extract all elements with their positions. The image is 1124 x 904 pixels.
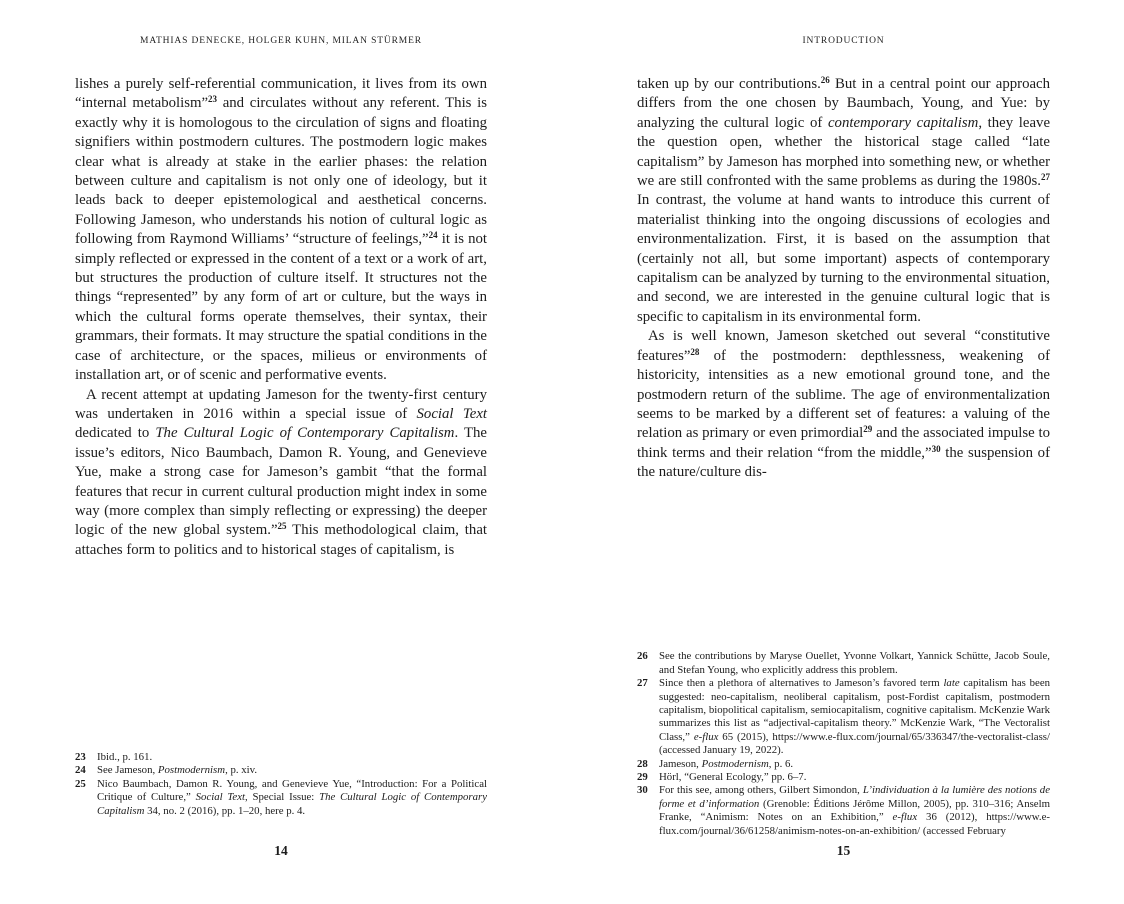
italic-text: The Cultural Logic of Contemporary Capitalism xyxy=(155,425,455,442)
page-right xyxy=(637,0,1050,904)
text-run: This methodological claim, that attaches form to politics and to historical stages of capitalism, is xyxy=(75,522,487,558)
footnote-marker: 27 xyxy=(1041,172,1050,183)
footnote xyxy=(75,751,487,764)
footnote-marker: 23 xyxy=(208,94,218,105)
footnotes-left xyxy=(75,751,487,818)
text-run: 34, no. 2 (2016), pp. 1–20, here p. 4. xyxy=(144,804,306,817)
footnote-number: 29 xyxy=(637,770,648,783)
italic-text: e-flux xyxy=(693,730,719,743)
footnote-number: 25 xyxy=(75,777,86,790)
footnote-marker: 30 xyxy=(931,443,941,454)
text-run: As is well known, Jameson sketched out several “constitutive features” xyxy=(637,328,1050,364)
italic-text: Social Text xyxy=(195,791,246,804)
italic-text: The Cultural Logic of Contemporary Capitalism xyxy=(97,791,488,817)
body-text-left xyxy=(75,75,487,560)
text-run: . The issue’s editors, Nico Baumbach, Damon R. Young, and Genevieve Yue, make a strong case for Jameson’s gambit “that the formal features that recur in current cultural production might index in some way (more complex than simply reflecting or expressing) the deeper logic of the new global system.” xyxy=(75,425,487,539)
paragraph xyxy=(75,75,487,386)
page-number-right: 15 xyxy=(836,843,851,858)
text-run: dedicated to xyxy=(75,425,156,442)
footnote-marker: 24 xyxy=(428,230,438,241)
footnote-marker: 29 xyxy=(863,424,873,435)
italic-text: Postmodernism xyxy=(157,764,226,777)
italic-text: e-flux xyxy=(892,811,918,824)
text-run: Ibid., p. 161. xyxy=(97,750,153,763)
text-run: 36 (2012), https://www.e-flux.com/journal/36/61258/animism-notes-on-an-exhibition/ (accessed February xyxy=(659,811,1050,837)
text-run: A recent attempt at updating Jameson for the twenty-first century was undertaken in 2016 within a special issue of xyxy=(75,386,487,422)
footnote-number: 27 xyxy=(637,677,648,690)
footnote xyxy=(637,758,1050,771)
footnote xyxy=(637,650,1050,677)
text-run: lishes a purely self-referential communication, it lives from its own “internal metabolism” xyxy=(75,76,487,112)
text-run: See Jameson, xyxy=(97,764,158,777)
italic-text: late xyxy=(943,677,960,690)
footnote-text xyxy=(659,677,1050,757)
footnote-text xyxy=(97,764,487,777)
text-run: it is not simply reflected or expressed in the content of a text or a work of art, but structures the production of culture itself. It structures not the things “represented” by any form of art or culture, but the ways in which the cultural forms operate themselves, their syntax, their grammars, their formats. It may structure the spatial conditions in the case of architecture, or the spaces, milieus or environments of installation art, or of scenic and performative events. xyxy=(75,231,487,384)
italic-text: Postmodernism xyxy=(701,757,769,770)
text-run: Jameson, xyxy=(659,757,702,770)
text-run: taken up by our contributions. xyxy=(637,76,821,92)
text-run: Nico Baumbach, Damon R. Young, and Genevieve Yue, “Introduction: For a Political Critique of Culture,” xyxy=(97,777,487,804)
italic-text: L’individuation à la lumière des notions de forme et d’information xyxy=(659,784,1050,810)
text-run: But in a central point our approach differs from the one chosen by Baumbach, Young, and Yue: by analyzing the cultural logic of xyxy=(637,76,1050,131)
footnote-number: 30 xyxy=(637,784,648,797)
footnote-marker: 26 xyxy=(820,75,830,85)
footnote-text xyxy=(659,650,1050,677)
text-run: For this see, among others, Gilbert Simondon, xyxy=(659,784,863,797)
text-run: , Special Issue: xyxy=(245,791,320,804)
text-run: and the associated impulse to think terms and their relation “from the middle,” xyxy=(637,425,1050,461)
footnote xyxy=(637,771,1050,784)
footnote xyxy=(637,784,1050,838)
text-run: Since then a plethora of alternatives to Jameson’s favored term xyxy=(659,677,944,690)
text-run: , p. xiv. xyxy=(225,764,258,777)
paragraph xyxy=(637,75,1050,327)
footnote-text xyxy=(97,751,487,764)
footnote-text xyxy=(659,758,1050,771)
text-run: (Grenoble: Éditions Jérôme Millon, 2005), pp. 310–316; Anselm Franke, “Animism: Notes on an Exhibition,” xyxy=(659,797,1050,824)
text-run: of the postmodern: depthlessness, weakening of historicity, intensities as a new emotional ground tone, and the postmodern return of the sublime. The age of environmentalization seems to be marked by a different set of features: a valuing of the relation as primary or even primordial xyxy=(637,347,1050,442)
footnotes-right xyxy=(637,650,1050,838)
footnote xyxy=(75,764,487,777)
footnote-marker: 25 xyxy=(277,521,287,532)
page-number-left: 14 xyxy=(274,843,288,858)
footnote-marker: 28 xyxy=(690,346,700,357)
text-run: and circulates without any referent. This is exactly why it is homologous to the circulation of signs and floating signifiers within postmodern cultures. The postmodern logic makes clear what is already at stake in the earlier phases: the relation between culture and capitalism is not only one of ideology, but it leads back to deeper epistemological and aesthetical concerns. Following Jameson, who understands his notion of cultural logic as following from Raymond Williams’ “structure of feelings,” xyxy=(75,95,487,248)
footnote-number: 23 xyxy=(75,750,86,763)
text-run: Hörl, “General Ecology,” pp. 6–7. xyxy=(659,770,807,783)
text-run: 65 (2015), https://www.e-flux.com/journal/65/336347/the-vectoralist-class/ (accessed January 19, 2022). xyxy=(659,730,1050,757)
footnote xyxy=(637,677,1050,757)
text-run: In contrast, the volume at hand wants to introduce this current of materialist thinking into the ongoing discussions of ecologies and environmentalization. First, it is based on the assumption that (certainly not all, but some important) aspects of contemporary capitalism can be analyzed by turning to the environmental situation, and second, we are interested in the genuine cultural logic that is specific to capitalism in its environmental form. xyxy=(637,192,1050,325)
footnote xyxy=(75,778,487,818)
footnote-text xyxy=(97,778,487,818)
text-run: the suspension of the nature/culture dis- xyxy=(637,444,1050,481)
footnote-number: 26 xyxy=(637,650,648,663)
running-head-right: INTRODUCTION xyxy=(802,36,885,46)
footnote-text xyxy=(659,771,1050,784)
body-text-right xyxy=(637,75,1050,483)
footnote-text xyxy=(659,784,1050,838)
italic-text: Social Text xyxy=(416,405,487,422)
text-run: See the contributions by Maryse Ouellet, Yvonne Volkart, Yannick Schütte, Jacob Soule, and Stefan Young, who explicitly address this problem. xyxy=(659,650,1050,676)
text-run: , they leave the question open, whether the historical stage called “late capitalism” by Jameson has morphed into something new, or whether we are still confronted with the same problems as during the 1980s. xyxy=(637,114,1051,190)
paragraph xyxy=(637,327,1050,482)
text-run: , p. 6. xyxy=(768,757,794,770)
page-left xyxy=(75,0,487,904)
footnote-number: 24 xyxy=(75,764,86,777)
italic-text: contemporary capitalism xyxy=(827,114,979,131)
text-run: capitalism has been suggested: neo-capitalism, neoliberal capitalism, post-Fordist capitalism, postmodern capitalism, biopolitical capitalism, semiocapitalism, cognitive capitalism. McKenzie Wark summarizes this list as “adjectival-capitalism theory.” McKenzie Wark, “The Vectoralist Class,” xyxy=(659,677,1051,743)
paragraph xyxy=(75,386,487,561)
footnote-number: 28 xyxy=(637,757,648,770)
running-head-left: MATHIAS DENECKE, HOLGER KUHN, MILAN STÜRMER xyxy=(140,36,422,46)
